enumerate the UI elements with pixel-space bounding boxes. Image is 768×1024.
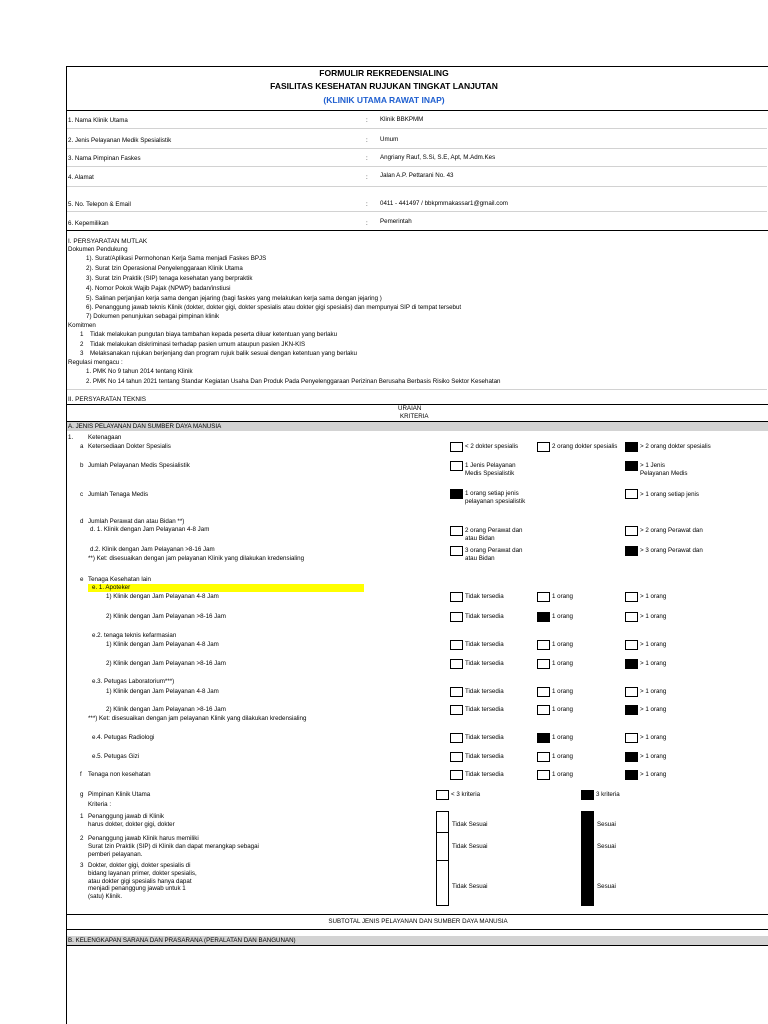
row-d-note: **) Ket: disesuaikan dengan jam pelayanan Klinik yang dilakukan kredensialing bbox=[88, 555, 305, 562]
ketenagaan-no: 1. bbox=[68, 434, 74, 441]
identity-bottom-line bbox=[66, 230, 768, 231]
checkbox[interactable] bbox=[537, 640, 550, 650]
row-f-no: f bbox=[80, 771, 82, 778]
row-e-note: ***) Ket: disesuaikan dengan jam pelayanan Klinik yang dilakukan kredensialing bbox=[88, 715, 307, 722]
regulasi-item: 2. PMK No 14 tahun 2021 tentang Standar Kegiatan Usaha Dan Produk Pada Penyelenggaraan Perizinan Berusaha Berbasis Risiko Sektor Kesehatan bbox=[86, 378, 501, 385]
row-d2-label: d.2. Klinik dengan Jam Pelayanan >8-16 Jam bbox=[90, 546, 215, 553]
doc-item: 7) Dokumen penunjukan sebagai pimpinan klinik bbox=[86, 313, 220, 320]
option-label: 1 orang bbox=[552, 771, 573, 778]
row-g-no: g bbox=[80, 791, 84, 798]
regulasi-label: Regulasi mengacu : bbox=[68, 359, 123, 366]
checkbox[interactable] bbox=[450, 659, 463, 669]
checkbox[interactable] bbox=[537, 770, 550, 780]
checkbox[interactable] bbox=[450, 770, 463, 780]
option-label: > 2 orang dokter spesialis bbox=[640, 443, 711, 450]
checkbox[interactable] bbox=[537, 442, 550, 452]
option-label: 3 kriteria bbox=[596, 791, 620, 798]
checkbox[interactable] bbox=[450, 640, 463, 650]
checkbox[interactable] bbox=[450, 526, 463, 536]
option-label: Tidak tersedia bbox=[465, 706, 504, 713]
row-a-label: Ketersediaan Dokter Spesialis bbox=[88, 443, 171, 450]
ketenagaan-label: Ketenagaan bbox=[88, 434, 122, 441]
left-border bbox=[66, 66, 67, 1024]
kriteria-label: Kriteria : bbox=[88, 801, 112, 808]
option-label: Tidak tersedia bbox=[465, 641, 504, 648]
e4-label: e.4. Petugas Radiologi bbox=[92, 734, 155, 741]
identity-value-1: Klinik BBKPMM bbox=[380, 116, 424, 123]
checkbox-checked[interactable] bbox=[450, 489, 463, 499]
row-g-label: Pimpinan Klinik Utama bbox=[88, 791, 151, 798]
e2-label: e.2. tenaga teknis kefarmasian bbox=[92, 632, 177, 639]
checkbox[interactable] bbox=[450, 442, 463, 452]
e3-jam-48: 1) Klinik dengan Jam Pelayanan 4-8 Jam bbox=[106, 688, 219, 695]
checkbox[interactable] bbox=[625, 640, 638, 650]
checkbox[interactable] bbox=[450, 612, 463, 622]
kriteria-text: Penanggung jawab di Klinik harus dokter, dokter gigi, dokter bbox=[88, 813, 175, 828]
kriteria-header: KRITERIA bbox=[400, 413, 429, 420]
identity-colon-5: : bbox=[366, 201, 368, 208]
sesuai-label: Sesuai bbox=[597, 883, 616, 890]
checkbox[interactable] bbox=[450, 592, 463, 602]
checkbox-checked[interactable] bbox=[537, 733, 550, 743]
option-label: Tidak tersedia bbox=[465, 688, 504, 695]
doc-item: 1). Surat/Aplikasi Permohonan Kerja Sama menjadi Faskes BPJS bbox=[86, 255, 267, 262]
identity-value-2: Umum bbox=[380, 136, 399, 143]
form-clinic-type: (KLINIK UTAMA RAWAT INAP) bbox=[323, 95, 445, 105]
option-label: > 1 orang bbox=[640, 753, 667, 760]
option-label: > 1 orang bbox=[640, 641, 667, 648]
kriteria-no: 1 bbox=[80, 813, 84, 820]
row-c-no: c bbox=[80, 491, 84, 498]
doc-item: 6). Penanggung jawab teknis Klinik (dokter, dokter gigi, dokter spesialis atau dokter gigi spesialis) dan mempunyai SIP di tempat tersebut bbox=[86, 304, 462, 311]
row-b-label: Jumlah Pelayanan Medis Spesialistik bbox=[88, 462, 190, 469]
e5-label: e.5. Petugas Gizi bbox=[92, 753, 140, 760]
komitmen-no: 2 bbox=[80, 341, 84, 348]
checkbox[interactable] bbox=[537, 687, 550, 697]
e3-label: e.3. Petugas Laboratorium***) bbox=[92, 678, 175, 685]
section-1-heading: I. PERSYARATAN MUTLAK bbox=[68, 238, 148, 245]
option-label: Tidak tersedia bbox=[465, 660, 504, 667]
identity-label-2: 2. Jenis Pelayanan Medik Spesialistik bbox=[68, 137, 172, 144]
sesuai-label: Sesuai bbox=[597, 821, 616, 828]
kriteria-no: 3 bbox=[80, 862, 84, 869]
checkbox[interactable] bbox=[450, 752, 463, 762]
checkbox[interactable] bbox=[450, 461, 463, 471]
checkbox[interactable] bbox=[625, 687, 638, 697]
identity-label-1: 1. Nama Klinik Utama bbox=[68, 117, 128, 124]
checkbox[interactable] bbox=[450, 687, 463, 697]
checkbox[interactable] bbox=[625, 612, 638, 622]
row-d-label: Jumlah Perawat dan atau Bidan **) bbox=[88, 518, 185, 525]
sesuai-column-checked[interactable] bbox=[581, 811, 594, 906]
column-divider bbox=[436, 860, 449, 861]
komitmen-no: 1 bbox=[80, 331, 84, 338]
e3-jam-816: 2) Klinik dengan Jam Pelayanan >8-16 Jam bbox=[106, 706, 226, 713]
option-label: 2 orang Perawat dan atau Bidan bbox=[465, 527, 523, 542]
band-b-label: B. KELENGKAPAN SARANA DAN PRASARANA (PERALATAN DAN BANGUNAN) bbox=[68, 937, 296, 944]
option-label: 1 orang bbox=[552, 688, 573, 695]
checkbox-checked[interactable] bbox=[625, 752, 638, 762]
option-label: 1 orang bbox=[552, 706, 573, 713]
section-2-heading: II. PERSYARATAN TEKNIS bbox=[68, 396, 147, 403]
identity-value-6: Pemerintah bbox=[380, 218, 412, 225]
checkbox[interactable] bbox=[436, 790, 449, 800]
identity-value-3: Angriany Rauf, S.Si, S.E, Apt, M.Adm.Kes bbox=[380, 154, 496, 161]
option-label: Tidak tersedia bbox=[465, 613, 504, 620]
checkbox[interactable] bbox=[537, 592, 550, 602]
option-label: > 1 orang bbox=[640, 734, 667, 741]
row-a-no: a bbox=[80, 443, 84, 450]
option-label: 1 orang bbox=[552, 660, 573, 667]
e1-jam-48: 1) Klinik dengan Jam Pelayanan 4-8 Jam bbox=[106, 593, 219, 600]
identity-value-4: Jalan A.P. Pettarani No. 43 bbox=[380, 172, 454, 179]
tidak-sesuai-label: Tidak Sesuai bbox=[452, 843, 488, 850]
option-label: < 3 kriteria bbox=[451, 791, 481, 798]
option-label: > 1 orang bbox=[640, 771, 667, 778]
option-label: 1 orang bbox=[552, 613, 573, 620]
row-d1-label: d. 1. Klinik dengan Jam Pelayanan 4-8 Jam bbox=[90, 526, 210, 533]
option-label: 1 orang bbox=[552, 753, 573, 760]
option-label: > 1 orang bbox=[640, 688, 667, 695]
option-label: < 2 dokter spesialis bbox=[465, 443, 519, 450]
identity-colon-4: : bbox=[366, 174, 368, 181]
option-label: > 1 Jenis Pelayanan Medis bbox=[640, 462, 688, 477]
checkbox-checked[interactable] bbox=[625, 461, 638, 471]
option-label: > 1 orang bbox=[640, 593, 667, 600]
column-divider bbox=[436, 832, 449, 833]
option-label: 1 orang bbox=[552, 593, 573, 600]
top-border bbox=[66, 66, 768, 67]
row-c-label: Jumlah Tenaga Medis bbox=[88, 491, 149, 498]
komitmen-text: Tidak melakukan diskriminasi terhadap pasien umum ataupun pasien JKN-KIS bbox=[90, 341, 306, 348]
checkbox[interactable] bbox=[450, 705, 463, 715]
identity-colon-1: : bbox=[366, 117, 368, 124]
row-e-no: e bbox=[80, 576, 84, 583]
row-b-no: b bbox=[80, 462, 84, 469]
identity-label-4: 4. Alamat bbox=[68, 174, 94, 181]
identity-colon-6: : bbox=[366, 220, 368, 227]
option-label: 1 orang bbox=[552, 641, 573, 648]
option-label: 1 Jenis Pelayanan Medis Spesialistik bbox=[465, 462, 516, 477]
doc-item: 5). Salinan perjanjian kerja sama dengan jejaring (bagi faskes yang melakukan kerja sama dengan jejaring ) bbox=[86, 295, 382, 302]
kriteria-no: 2 bbox=[80, 835, 84, 842]
option-label: > 1 orang bbox=[640, 706, 667, 713]
identity-label-5: 5. No. Telepon & Email bbox=[68, 201, 131, 208]
kriteria-text: Penanggung jawab Klinik harus memiliki Surat Izin Praktik (SIP) di Klinik dan dapat merangkap sebagai pemberi pelayanan. bbox=[88, 835, 259, 858]
subtotal-bottom-line bbox=[66, 929, 768, 930]
checkbox[interactable] bbox=[625, 733, 638, 743]
option-label: Tidak tersedia bbox=[465, 771, 504, 778]
row-separator bbox=[67, 128, 767, 129]
checkbox-checked[interactable] bbox=[625, 442, 638, 452]
identity-value-5: 0411 - 441497 / bbkpmmakassar1@gmail.com bbox=[380, 200, 508, 207]
form-title: FORMULIR REKREDENSIALING bbox=[319, 68, 449, 78]
e2-jam-48: 1) Klinik dengan Jam Pelayanan 4-8 Jam bbox=[106, 641, 219, 648]
e1-jam-816: 2) Klinik dengan Jam Pelayanan >8-16 Jam bbox=[106, 613, 226, 620]
checkbox[interactable] bbox=[450, 733, 463, 743]
row-separator bbox=[67, 186, 767, 187]
komitmen-label: Komitmen bbox=[68, 322, 96, 329]
checkbox[interactable] bbox=[625, 526, 638, 536]
checkbox[interactable] bbox=[625, 489, 638, 499]
identity-colon-2: : bbox=[366, 137, 368, 144]
tidak-sesuai-label: Tidak Sesuai bbox=[452, 883, 488, 890]
option-label: > 1 orang setiap jenis bbox=[640, 491, 699, 498]
uraian-header: URAIAN bbox=[398, 405, 422, 412]
doc-item: 2). Surat Izin Operasional Penyelenggaraan Klinik Utama bbox=[86, 265, 243, 272]
e2-jam-816: 2) Klinik dengan Jam Pelayanan >8-16 Jam bbox=[106, 660, 226, 667]
option-label: > 2 orang Perawat dan bbox=[640, 527, 703, 534]
checkbox[interactable] bbox=[450, 546, 463, 556]
kriteria-text: Dokter, dokter gigi, dokter spesialis di bidang layanan primer, dokter spesialis, atau dokter gigi spesialis hanya dapat menjadi penanggung jawab untuk 1 (satu) Klinik. bbox=[88, 862, 197, 900]
option-label: Tidak tersedia bbox=[465, 753, 504, 760]
option-label: > 1 orang bbox=[640, 660, 667, 667]
checkbox[interactable] bbox=[537, 659, 550, 669]
section-1-subheading: Dokumen Pendukung bbox=[68, 246, 128, 253]
subtotal-label: SUBTOTAL JENIS PELAYANAN DAN SUMBER DAYA MANUSIA bbox=[328, 918, 508, 925]
row-f-label: Tenaga non kesehatan bbox=[88, 771, 151, 778]
row-d-no: d bbox=[80, 518, 84, 525]
komitmen-text: Melaksanakan rujukan berjenjang dan program rujuk balik sesuai dengan ketentuan yang berlaku bbox=[90, 350, 357, 357]
checkbox-checked[interactable] bbox=[625, 770, 638, 780]
option-label: 3 orang Perawat dan atau Bidan bbox=[465, 547, 523, 562]
checkbox-checked[interactable] bbox=[625, 659, 638, 669]
option-label: > 3 orang Perawat dan bbox=[640, 547, 703, 554]
identity-colon-3: : bbox=[366, 155, 368, 162]
e1-label: e. 1. Apoteker bbox=[92, 584, 131, 591]
doc-item: 3). Surat Izin Praktik (SIP) tenaga kesehatan yang berpraktik bbox=[86, 275, 253, 282]
option-label: > 1 orang bbox=[640, 613, 667, 620]
checkbox-checked[interactable] bbox=[625, 705, 638, 715]
tidak-sesuai-column[interactable] bbox=[436, 811, 449, 906]
form-subtitle: FASILITAS KESEHATAN RUJUKAN TINGKAT LANJUTAN bbox=[270, 81, 498, 91]
komitmen-no: 3 bbox=[80, 350, 84, 357]
checkbox[interactable] bbox=[537, 705, 550, 715]
sesuai-label: Sesuai bbox=[597, 843, 616, 850]
subtotal-top-line bbox=[66, 914, 768, 915]
option-label: 2 orang dokter spesialis bbox=[552, 443, 618, 450]
tidak-sesuai-label: Tidak Sesuai bbox=[452, 821, 488, 828]
checkbox[interactable] bbox=[537, 752, 550, 762]
identity-label-3: 3. Nama Pimpinan Faskes bbox=[68, 155, 141, 162]
row-separator bbox=[67, 389, 767, 390]
option-label: 1 orang setiap jenis pelayanan spesialistik bbox=[465, 490, 526, 505]
band-a-label: A. JENIS PELAYANAN DAN SUMBER DAYA MANUSIA bbox=[68, 423, 222, 430]
checkbox-checked[interactable] bbox=[537, 612, 550, 622]
checkbox-checked[interactable] bbox=[625, 546, 638, 556]
checkbox[interactable] bbox=[625, 592, 638, 602]
doc-item: 4). Nomor Pokok Wajib Pajak (NPWP) badan/instiusi bbox=[86, 285, 231, 292]
checkbox-checked[interactable] bbox=[581, 790, 594, 800]
row-e-label: Tenaga Kesehatan lain bbox=[88, 576, 151, 583]
header-bottom-line bbox=[66, 110, 768, 111]
row-separator bbox=[67, 211, 767, 212]
row-separator bbox=[67, 148, 767, 149]
identity-label-6: 6. Kepemilikan bbox=[68, 220, 109, 227]
komitmen-text: Tidak melakukan pungutan biaya tambahan kepada peserta diluar ketentuan yang berlaku bbox=[90, 331, 338, 338]
band-b-line bbox=[66, 945, 768, 946]
option-label: Tidak tersedia bbox=[465, 734, 504, 741]
regulasi-item: 1. PMK No 9 tahun 2014 tentang Klinik bbox=[86, 368, 193, 375]
option-label: 1 orang bbox=[552, 734, 573, 741]
option-label: Tidak tersedia bbox=[465, 593, 504, 600]
row-separator bbox=[67, 166, 767, 167]
